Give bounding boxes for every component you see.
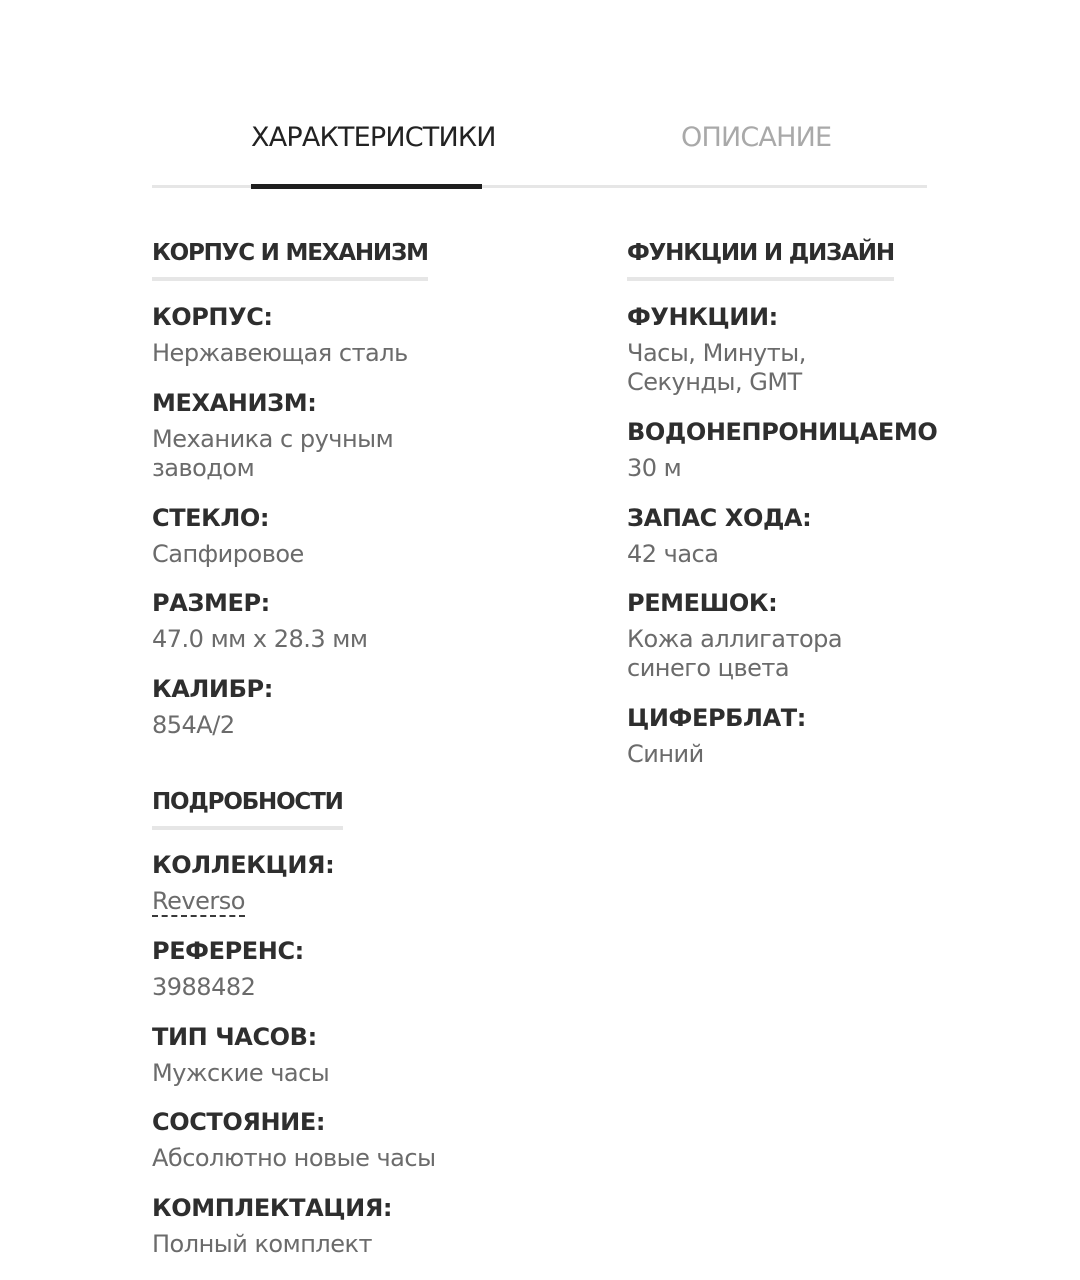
spec-value: Сапфировое — [152, 540, 304, 568]
spec-caliber — [152, 674, 472, 740]
spec-label: КОМПЛЕКТАЦИЯ: — [152, 1194, 393, 1222]
spec-value: 854A/2 — [152, 711, 235, 739]
spec-label: МЕХАНИЗМ: — [152, 389, 317, 417]
active-tab-indicator — [251, 184, 482, 189]
spec-movement — [152, 388, 422, 483]
collection-link[interactable]: Reverso — [152, 887, 245, 915]
spec-label: КОРПУС: — [152, 303, 273, 331]
section-title-case-movement: КОРПУС И МЕХАНИЗМ — [152, 240, 428, 281]
spec-label: СТЕКЛО: — [152, 504, 270, 532]
section-title-functions-design: ФУНКЦИИ И ДИЗАЙН — [627, 240, 894, 281]
spec-value: Абсолютно новые часы — [152, 1144, 436, 1172]
spec-label: ВОДОНЕПРОНИЦАЕМО — [627, 418, 938, 446]
spec-label: РАЗМЕР: — [152, 589, 270, 617]
spec-label: РЕФЕРЕНС: — [152, 937, 304, 965]
tab-description[interactable]: ОПИСАНИЕ — [681, 122, 832, 153]
spec-label: РЕМЕШОК: — [627, 589, 778, 617]
tab-specifications[interactable]: ХАРАКТЕРИСТИКИ — [251, 122, 496, 153]
spec-water-resistance — [627, 417, 938, 483]
spec-label: ЦИФЕРБЛАТ: — [627, 704, 806, 732]
spec-dial — [627, 703, 927, 769]
spec-value: Кожа аллигатора синего цвета — [627, 625, 843, 682]
spec-value — [152, 887, 472, 917]
spec-value: Синий — [627, 740, 704, 768]
spec-value: Механика с ручным заводом — [152, 425, 394, 482]
spec-value: 3988482 — [152, 973, 256, 1001]
spec-package — [152, 1193, 492, 1259]
spec-strap — [627, 588, 927, 683]
spec-value: 47.0 мм x 28.3 мм — [152, 625, 368, 653]
tabs-bar — [152, 100, 927, 189]
spec-functions — [627, 302, 927, 397]
spec-power-reserve — [627, 503, 927, 569]
spec-value: Нержавеющая сталь — [152, 339, 408, 367]
spec-watch-type — [152, 1022, 472, 1088]
spec-label: КАЛИБР: — [152, 675, 273, 703]
spec-size — [152, 588, 472, 654]
spec-case — [152, 302, 472, 368]
spec-crystal — [152, 503, 472, 569]
spec-collection — [152, 850, 472, 917]
spec-value: Часы, Минуты, Секунды, GMT — [627, 339, 806, 396]
spec-value: Полный комплект — [152, 1230, 372, 1258]
spec-label: ТИП ЧАСОВ: — [152, 1023, 317, 1051]
spec-label: СОСТОЯНИЕ: — [152, 1108, 326, 1136]
section-title-details: ПОДРОБНОСТИ — [152, 789, 343, 830]
spec-value: Мужские часы — [152, 1059, 330, 1087]
spec-value: 30 м — [627, 454, 682, 482]
spec-condition — [152, 1107, 492, 1173]
spec-label: ЗАПАС ХОДА: — [627, 504, 812, 532]
spec-value: 42 часа — [627, 540, 719, 568]
spec-label: ФУНКЦИИ: — [627, 303, 778, 331]
spec-label: КОЛЛЕКЦИЯ: — [152, 851, 335, 879]
spec-reference — [152, 936, 472, 1002]
